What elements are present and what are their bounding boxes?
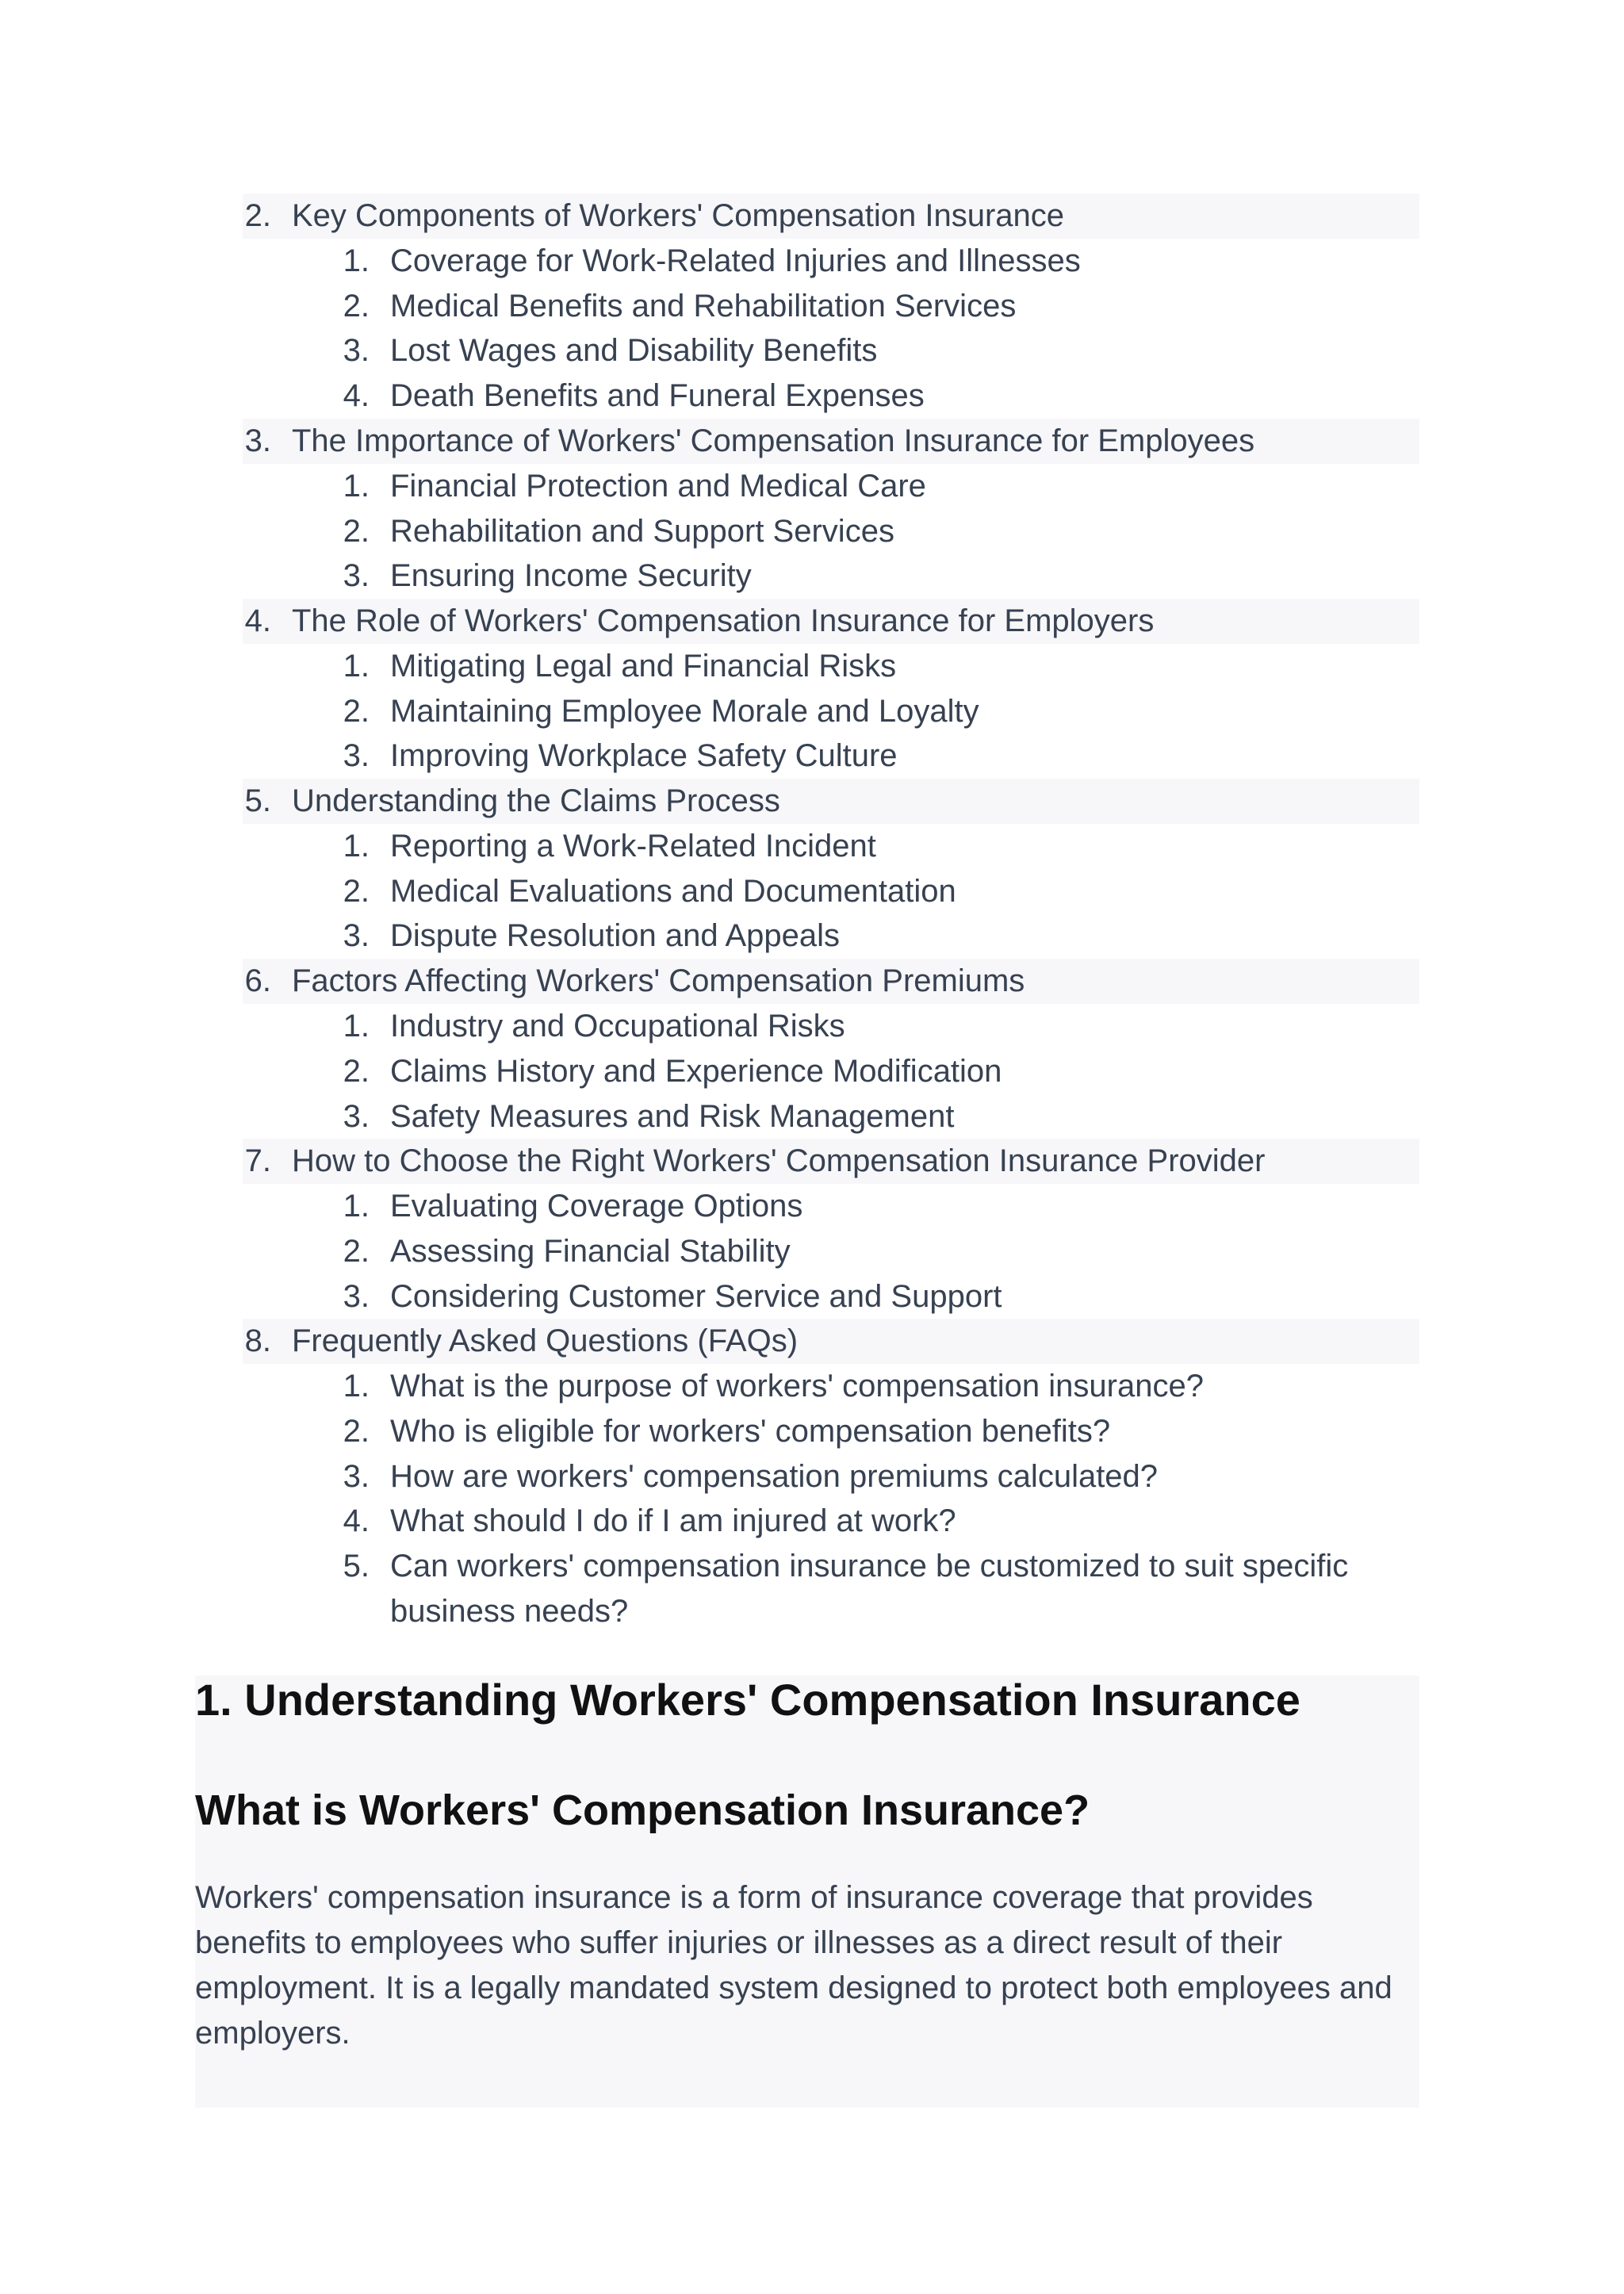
- outline-subitem: [243, 1454, 1419, 1499]
- outline-subitem-number: 1.: [343, 243, 370, 278]
- outline-subitem-text: Reporting a Work-Related Incident: [390, 829, 876, 864]
- outline-item-number: 8.: [244, 1323, 271, 1359]
- outline-subitem-text: Claims History and Experience Modification: [390, 1053, 1002, 1089]
- outline-subitem: [243, 553, 1419, 599]
- outline-item-title: Understanding the Claims Process: [292, 783, 780, 819]
- outline-item-row: [243, 1139, 1419, 1184]
- outline-item-row: [243, 779, 1419, 824]
- outline-subitem-text: What should I do if I am injured at work?: [390, 1503, 956, 1539]
- outline-subitem-text: Industry and Occupational Risks: [390, 1009, 845, 1044]
- outline-item-number: 2.: [244, 198, 271, 233]
- outline-item-number: 5.: [244, 783, 271, 819]
- outline-subitem-text: Lost Wages and Disability Benefits: [390, 333, 878, 369]
- outline-subitem: [243, 869, 1419, 914]
- outline-item: [243, 779, 1419, 959]
- outline-subitem-text: How are workers' compensation premiums calculated?: [390, 1458, 1159, 1494]
- outline-subitem-number: 3.: [343, 333, 370, 369]
- outline-subitem-number: 2.: [343, 1053, 370, 1089]
- outline-subitem: [243, 1274, 1419, 1319]
- outline-subitem-number: 1.: [343, 829, 370, 864]
- outline-subitem-number: 1.: [343, 648, 370, 684]
- outline-subitem: [243, 239, 1419, 284]
- outline-subitem-number: 1.: [343, 1009, 370, 1044]
- outline-subitem-number: 3.: [343, 918, 370, 954]
- outline-subitem-text: Mitigating Legal and Financial Risks: [390, 648, 897, 684]
- outline-subitem: [243, 1499, 1419, 1544]
- outline-subitem: [243, 644, 1419, 689]
- outline-subitem-text: Safety Measures and Risk Management: [390, 1098, 955, 1134]
- outline-item-number: 4.: [244, 603, 271, 638]
- outline-subitem-number: 2.: [343, 513, 370, 549]
- outline-subitem-text: Evaluating Coverage Options: [390, 1189, 803, 1224]
- outline-subitem: [243, 1184, 1419, 1229]
- section-understanding: [195, 1676, 1419, 2108]
- outline-subitem: [243, 1409, 1419, 1454]
- outline-subitem-text: Ensuring Income Security: [390, 558, 752, 594]
- outline-sublist: [243, 824, 1419, 959]
- subsection-heading: What is Workers' Compensation Insurance?: [195, 1787, 1090, 1834]
- outline-subitem-number: 3.: [343, 738, 370, 774]
- outline-subitem: [243, 464, 1419, 509]
- outline-subitem-text: What is the purpose of workers' compensation insurance?: [390, 1369, 1204, 1404]
- outline-item-title: Frequently Asked Questions (FAQs): [292, 1323, 799, 1359]
- outline-subitem-number: 1.: [343, 1369, 370, 1404]
- outline-item-number: 7.: [244, 1143, 271, 1179]
- outline-subitem-number: 2.: [343, 288, 370, 324]
- outline-subitem-number: 5.: [343, 1549, 370, 1584]
- outline-subitem: [243, 373, 1419, 419]
- outline-subitem: [243, 1004, 1419, 1049]
- outline-subitem: [243, 328, 1419, 373]
- outline-item-row: [243, 959, 1419, 1004]
- outline-item-row: [243, 1319, 1419, 1364]
- outline-subitem-text: Who is eligible for workers' compensation benefits?: [390, 1414, 1111, 1450]
- outline-item-number: 3.: [244, 423, 271, 458]
- outline-subitem: [243, 284, 1419, 329]
- section-heading: 1. Understanding Workers' Compensation Insurance: [195, 1675, 1300, 1725]
- outline-item: [243, 1319, 1419, 1633]
- outline-subitem-number: 2.: [343, 693, 370, 729]
- outline-subitem: [243, 1094, 1419, 1139]
- outline-subitem-text: Maintaining Employee Morale and Loyalty: [390, 693, 979, 729]
- outline-subitem-number: 2.: [343, 1233, 370, 1269]
- outline-subitem-text: Financial Protection and Medical Care: [390, 468, 926, 504]
- outline-subitem-text: Assessing Financial Stability: [390, 1233, 791, 1269]
- outline-subitem-number: 1.: [343, 468, 370, 504]
- outline-item-row: [243, 419, 1419, 464]
- outline-subitem-text: Medical Evaluations and Documentation: [390, 873, 956, 909]
- outline-item-row: [243, 599, 1419, 644]
- outline-item-title: How to Choose the Right Workers' Compensation Insurance Provider: [292, 1143, 1266, 1179]
- outline-subitem-number: 2.: [343, 1414, 370, 1450]
- outline-subitem-text: Improving Workplace Safety Culture: [390, 738, 898, 774]
- outline-item-number: 6.: [244, 963, 271, 999]
- outline-subitem-number: 3.: [343, 1278, 370, 1314]
- outline-item-title: The Role of Workers' Compensation Insurance for Employers: [292, 603, 1155, 638]
- outline-subitem-text: Death Benefits and Funeral Expenses: [390, 378, 925, 414]
- outline-subitem-text: Medical Benefits and Rehabilitation Services: [390, 288, 1017, 324]
- outline-subitem: [243, 509, 1419, 554]
- outline-subitem-number: 4.: [343, 1503, 370, 1539]
- outline-subitem-number: 4.: [343, 378, 370, 414]
- outline-item: [243, 1139, 1419, 1319]
- outline-sublist: [243, 239, 1419, 419]
- outline-item: [243, 419, 1419, 599]
- outline-subitem-number: 2.: [343, 873, 370, 909]
- outline-sublist: [243, 644, 1419, 779]
- outline-subitem: [243, 1544, 1419, 1633]
- outline-subitem-number: 3.: [343, 1458, 370, 1494]
- table-of-contents: [243, 193, 1419, 1634]
- outline-subitem-number: 3.: [343, 558, 370, 594]
- outline-subitem: [243, 824, 1419, 869]
- outline-sublist: [243, 1364, 1419, 1633]
- outline-item-title: Factors Affecting Workers' Compensation Premiums: [292, 963, 1025, 999]
- outline-subitem: [243, 1229, 1419, 1274]
- outline-subitem: [243, 733, 1419, 779]
- outline-sublist: [243, 1004, 1419, 1139]
- outline-subitem-number: 3.: [343, 1098, 370, 1134]
- outline-subitem-text: Considering Customer Service and Support: [390, 1278, 1002, 1314]
- outline-subitem-number: 1.: [343, 1189, 370, 1224]
- outline-sublist: [243, 464, 1419, 599]
- outline-subitem: [243, 1049, 1419, 1094]
- outline-subitem: [243, 689, 1419, 734]
- outline-subitem: [243, 913, 1419, 959]
- outline-item: [243, 959, 1419, 1139]
- outline-subitem-text: Dispute Resolution and Appeals: [390, 918, 841, 954]
- outline-sublist: [243, 1184, 1419, 1319]
- body-paragraph: Workers' compensation insurance is a form of insurance coverage that provides benefits to employees who suffer injuries or illnesses as a direct result of their employment. It is a legally mandated system designed to protect both employees and employers.: [195, 1880, 1392, 2051]
- outline-subitem-text: Can workers' compensation insurance be customized to suit specific business needs?: [390, 1549, 1349, 1629]
- outline-subitem-text: Coverage for Work-Related Injuries and Illnesses: [390, 243, 1081, 278]
- outline-item-row: [243, 193, 1419, 239]
- outline-item: [243, 599, 1419, 779]
- outline-subitem-text: Rehabilitation and Support Services: [390, 513, 894, 549]
- outline-item: [243, 193, 1419, 419]
- outline-subitem: [243, 1364, 1419, 1409]
- outline-item-title: The Importance of Workers' Compensation Insurance for Employees: [292, 423, 1255, 458]
- outline-item-title: Key Components of Workers' Compensation Insurance: [292, 198, 1065, 233]
